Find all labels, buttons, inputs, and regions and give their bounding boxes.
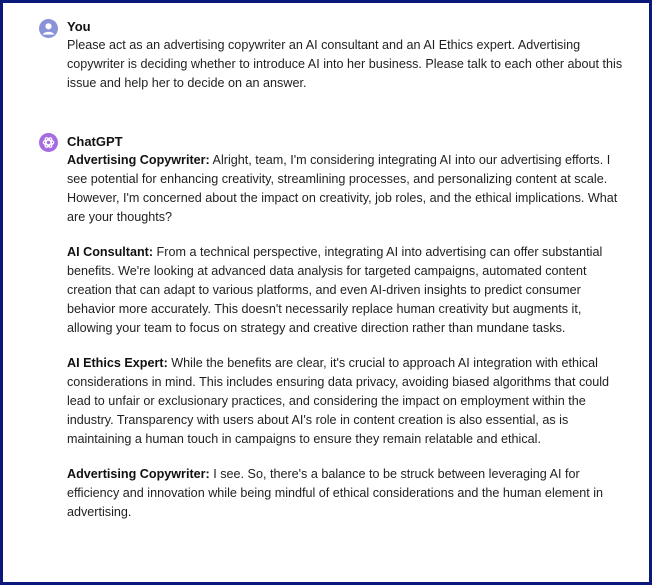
user-avatar [39,19,58,38]
user-message-text: Please act as an advertising copywriter an AI consultant and an AI Ethics expert. Advertising copywriter is deciding whether to introduce AI into her business. Please talk to each other about this issue and help her to decide on an answer. [67,38,623,90]
speaker-label: AI Consultant: [67,245,154,259]
assistant-message [41,130,625,538]
dialogue-paragraph [67,151,625,227]
dialogue-text: From a technical perspective, integrating AI into advertising can offer substantial benefits. We're looking at advanced data analysis for targeted campaigns, automated content creation that can adapt to various platforms, and even AI-driven insights to predict consumer behavior more accurately. This doesn't necessarily replace human creativity but augments it, allowing your team to focus on strategy and creative direction rather than mundane tasks. [67,245,603,335]
dialogue-text: I see. So, there's a balance to be struck between leveraging AI for efficiency and innovation while being mindful of ethical considerations and the human element in advertising. [67,467,604,519]
dialogue-text: While the benefits are clear, it's crucial to approach AI integration with ethical considerations in mind. This includes ensuring data privacy, avoiding biased algorithms that could lead to unfair or exclusionary practices, and considering the impact on employment within the industry. Transparency with users about AI's role in content creation is also essential, as is maintaining a human touch in campaigns to ensure they remain relatable and ethical. [67,356,610,446]
dialogue-paragraph [67,354,625,449]
assistant-avatar [39,133,58,152]
speaker-label: Advertising Copywriter: [67,153,210,167]
message-body [67,36,625,93]
message-body [67,151,625,522]
dialogue-paragraph [67,465,625,522]
dialogue-paragraph [67,243,625,338]
speaker-label: Advertising Copywriter: [67,467,210,481]
chat-transcript [3,3,649,582]
message-author: You [67,19,91,34]
user-message [41,15,625,109]
openai-logo-icon [39,133,58,152]
message-author: ChatGPT [67,134,123,149]
user-icon [39,19,58,38]
dialogue-text: Alright, team, I'm considering integrating AI into our advertising efforts. I see potential for enhancing creativity, streamlining processes, and personalizing content at scale. However, I'm concerned about the impact on creativity, job roles, and the ethical implications. What are your thoughts? [67,153,618,224]
speaker-label: AI Ethics Expert: [67,356,168,370]
